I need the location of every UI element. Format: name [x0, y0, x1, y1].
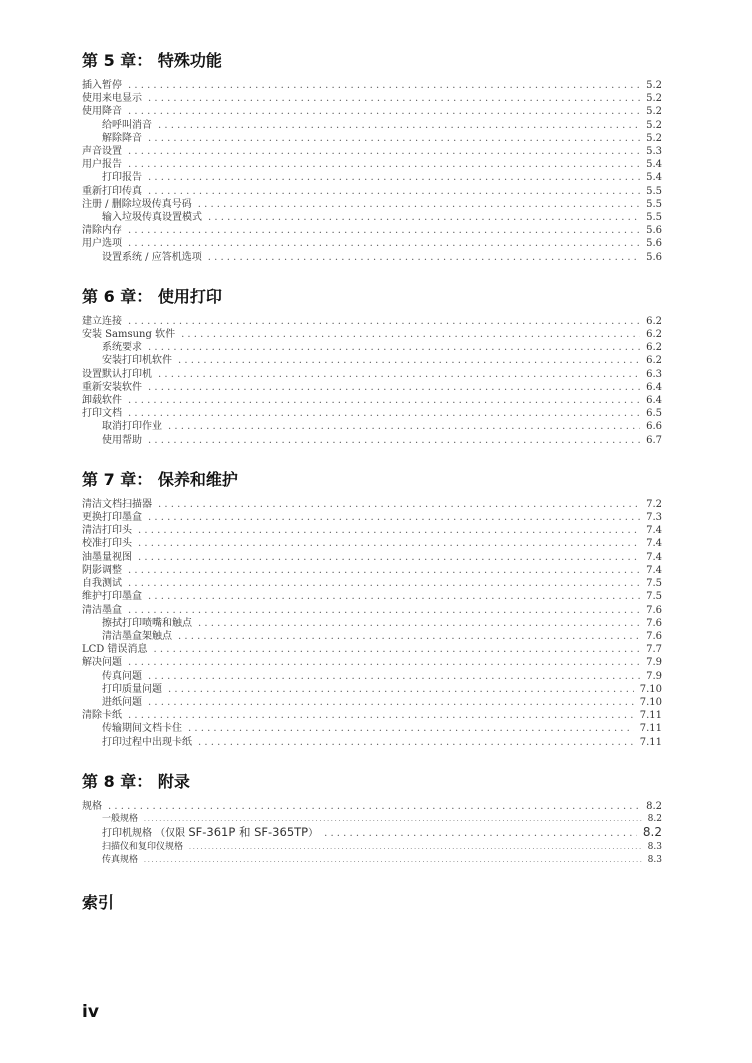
- toc-entry-title: 清除内存: [82, 225, 122, 237]
- chapter-title[interactable]: 第 6 章： 使用打印: [82, 286, 222, 306]
- dot-leader: [128, 656, 640, 669]
- dot-leader: [148, 511, 640, 524]
- toc-entry-title: 规格: [82, 800, 102, 812]
- toc-entry-title-part: 打印机规格 （仅限: [102, 828, 189, 840]
- dot-leader: [178, 630, 640, 643]
- toc-entry[interactable]: [82, 813, 662, 827]
- toc-page-number: 6.7: [646, 434, 662, 446]
- toc-entry-title: 传真规格: [102, 855, 139, 866]
- toc-page-number: 7.6: [646, 617, 662, 629]
- toc-entry-title: LCD 错误消息: [82, 644, 148, 656]
- toc-entry-title: 擦拭打印喷嘴和触点: [102, 617, 192, 629]
- toc-page-number: 7.2: [646, 498, 662, 510]
- toc-page-number: 7.6: [646, 604, 662, 616]
- toc-entry-title: 打印质量问题: [102, 683, 162, 695]
- toc-page-number: 5.5: [646, 198, 662, 210]
- toc-page-number: 8.3: [647, 855, 662, 866]
- toc-entry-title: 更换打印墨盒: [82, 512, 142, 524]
- dot-leader: [178, 354, 640, 367]
- toc-entry-model-names: SF-361P 和 SF-365TP: [188, 825, 309, 840]
- dot-leader: [128, 158, 640, 171]
- toc-entry-title: 打印报告: [102, 172, 142, 184]
- toc-page-number: 6.4: [646, 395, 662, 407]
- dot-leader: [128, 105, 640, 118]
- toc-page-number: 7.9: [646, 657, 662, 669]
- toc-entry-title: [102, 826, 324, 840]
- dot-leader: [189, 841, 642, 855]
- toc-page-number: 6.2: [646, 355, 662, 367]
- dot-leader: [168, 420, 640, 433]
- toc-entry[interactable]: [82, 696, 662, 709]
- dot-leader: [158, 368, 640, 381]
- toc-entry-title: 油墨量视图: [82, 551, 132, 563]
- chapter-title[interactable]: 第 5 章： 特殊功能: [82, 51, 222, 70]
- dot-leader: [324, 827, 637, 840]
- toc-page-number: 7.4: [646, 564, 662, 576]
- toc-entry[interactable]: [82, 511, 662, 524]
- toc-entry-title: 校准打印头: [82, 538, 132, 550]
- toc-entry[interactable]: [82, 617, 662, 630]
- toc-entry-title: 清洁打印头: [82, 525, 132, 537]
- toc-page-number: 5.4: [646, 172, 662, 184]
- toc-entry-title: 重新打印传真: [82, 185, 142, 197]
- toc-entry[interactable]: [82, 354, 662, 367]
- toc-entry[interactable]: [82, 237, 662, 250]
- toc-entry[interactable]: [82, 577, 662, 590]
- toc-entry[interactable]: [82, 145, 662, 158]
- toc-entry-title: 清除卡纸: [82, 710, 122, 722]
- toc-entry[interactable]: [82, 524, 662, 537]
- toc-entry[interactable]: [82, 368, 662, 381]
- toc-entry-title-part: ）: [308, 828, 319, 840]
- toc-entry-title: 建立连接: [82, 315, 122, 327]
- chapter-section: [82, 469, 662, 749]
- toc-entry-title: 取消打印作业: [102, 421, 162, 433]
- toc-entry-title: 清洁文档扫描器: [82, 498, 152, 510]
- toc-page-number: 7.4: [646, 551, 662, 563]
- toc-page-number: 5.2: [646, 132, 662, 144]
- toc-entry-title: 解除降音: [102, 132, 142, 144]
- dot-leader: [198, 198, 640, 211]
- toc-entry[interactable]: [82, 854, 662, 868]
- toc-entry-title: 维护打印墨盒: [82, 591, 142, 603]
- toc-page-number: 5.6: [646, 238, 662, 250]
- dot-leader: [158, 119, 640, 132]
- toc-entry[interactable]: [82, 341, 662, 354]
- dot-leader: [148, 381, 640, 394]
- toc-page-number: 5.3: [646, 146, 662, 158]
- dot-leader: [148, 92, 640, 105]
- toc-entry-title: 设置系统 / 应答机选项: [102, 251, 202, 263]
- toc-chapters: [82, 50, 662, 868]
- toc-entry[interactable]: [82, 211, 662, 224]
- toc-entry[interactable]: [82, 381, 662, 394]
- dot-leader: [138, 524, 640, 537]
- toc-entry-title: 打印文档: [82, 408, 122, 420]
- chapter-section: [82, 286, 662, 447]
- dot-leader: [128, 709, 634, 722]
- toc-page-number: 7.6: [646, 630, 662, 642]
- toc-entry-title: 进纸问题: [102, 696, 142, 708]
- dot-leader: [148, 132, 640, 145]
- toc-entry[interactable]: [82, 92, 662, 105]
- toc-entry[interactable]: [82, 407, 662, 420]
- dot-leader: [198, 736, 634, 749]
- toc-entry[interactable]: [82, 826, 662, 840]
- chapter-title[interactable]: 第 7 章： 保养和维护: [82, 469, 238, 489]
- dot-leader: [198, 617, 640, 630]
- toc-entry-title: 安装打印机软件: [102, 355, 172, 367]
- dot-leader: [108, 800, 640, 813]
- toc-entry-title: 打印过程中出现卡纸: [102, 736, 192, 748]
- dot-leader: [128, 79, 640, 92]
- toc-entry[interactable]: [82, 736, 662, 749]
- dot-leader: [208, 211, 640, 224]
- toc-entry[interactable]: [82, 394, 662, 407]
- toc-page-number: 7.5: [646, 578, 662, 590]
- dot-leader: [148, 185, 640, 198]
- toc-page-number: 7.10: [639, 696, 662, 708]
- dot-leader: [158, 498, 640, 511]
- dot-leader: [138, 537, 640, 550]
- toc-entry[interactable]: [82, 420, 662, 433]
- toc-entry[interactable]: [82, 564, 662, 577]
- dot-leader: [148, 341, 640, 354]
- toc-entry-title: 插入暂停: [82, 80, 122, 91]
- toc-page-number: 5.5: [646, 212, 662, 224]
- toc-page-number: 6.3: [646, 368, 662, 380]
- toc-page: [82, 50, 662, 913]
- dot-leader: [148, 434, 640, 447]
- toc-entry-title: 系统要求: [102, 342, 142, 354]
- toc-entry-title: 一般规格: [102, 813, 139, 824]
- dot-leader: [128, 407, 640, 420]
- toc-page-number: 8.2: [647, 813, 662, 824]
- toc-entry[interactable]: [82, 537, 662, 550]
- dot-leader: [148, 696, 634, 709]
- dot-leader: [181, 328, 640, 341]
- toc-page-number: 5.6: [646, 225, 662, 237]
- toc-entry-title: 传输期间文档卡住: [102, 723, 182, 735]
- dot-leader: [128, 315, 640, 328]
- toc-entry[interactable]: [82, 185, 662, 198]
- toc-entry[interactable]: [82, 722, 662, 735]
- toc-entry[interactable]: [82, 656, 662, 669]
- toc-entry[interactable]: [82, 328, 662, 341]
- toc-entry[interactable]: [82, 132, 662, 145]
- toc-entry-title: 设置默认打印机: [82, 368, 152, 380]
- toc-page-number: 6.6: [646, 421, 662, 433]
- dot-leader: [144, 813, 642, 827]
- dot-leader: [148, 670, 640, 683]
- toc-page-number: 7.9: [646, 670, 662, 682]
- toc-entry-title: 使用降音: [82, 106, 122, 118]
- toc-entry-title: 安装 Samsung 软件: [82, 329, 176, 341]
- toc-entry[interactable]: [82, 841, 662, 855]
- toc-entry[interactable]: [82, 79, 662, 92]
- toc-entry[interactable]: [82, 251, 662, 264]
- toc-entry-title: 重新安装软件: [82, 381, 142, 393]
- toc-entry[interactable]: [82, 498, 662, 511]
- toc-page-number: 6.2: [646, 329, 662, 341]
- toc-entry[interactable]: [82, 630, 662, 643]
- toc-entry-title: 扫描仪和复印仪规格: [102, 841, 184, 852]
- toc-entry-title: 卸载软件: [82, 395, 122, 407]
- toc-page-number: 7.4: [646, 538, 662, 550]
- toc-entry-title: 自我测试: [82, 578, 122, 590]
- toc-entry-title: 使用帮助: [102, 434, 142, 446]
- toc-entry[interactable]: [82, 604, 662, 617]
- toc-page-number: 7.4: [646, 525, 662, 537]
- toc-entry-title: 用户报告: [82, 159, 122, 171]
- toc-page-number: 7.3: [646, 512, 662, 524]
- dot-leader: [128, 564, 640, 577]
- toc-page-number: 7.11: [639, 723, 662, 735]
- dot-leader: [148, 171, 640, 184]
- dot-leader: [168, 683, 634, 696]
- dot-leader: [128, 224, 640, 237]
- toc-entry[interactable]: [82, 171, 662, 184]
- toc-page-number: 6.2: [646, 342, 662, 354]
- toc-entry[interactable]: [82, 643, 662, 656]
- dot-leader: [154, 643, 641, 656]
- toc-page-number: 6.2: [646, 315, 662, 327]
- toc-entry-title: 注册 / 删除垃圾传真号码: [82, 198, 192, 210]
- toc-entry[interactable]: [82, 105, 662, 118]
- toc-entry-title: 用户选项: [82, 238, 122, 250]
- dot-leader: [128, 145, 640, 158]
- toc-page-number: 8.2: [646, 800, 662, 812]
- index-heading[interactable]: 索引: [82, 892, 115, 912]
- dot-leader: [188, 722, 634, 735]
- toc-entry[interactable]: [82, 590, 662, 603]
- toc-page-number: 7.11: [639, 710, 662, 722]
- toc-entry-title: 清洁墨盒架触点: [102, 630, 172, 642]
- toc-page-number: 7.7: [646, 644, 662, 656]
- toc-entry[interactable]: [82, 315, 662, 328]
- toc-entry[interactable]: [82, 158, 662, 171]
- toc-entry-title: 清洁墨盒: [82, 604, 122, 616]
- dot-leader: [208, 251, 640, 264]
- toc-entry-title: 声音设置: [82, 146, 122, 158]
- toc-entry[interactable]: [82, 670, 662, 683]
- toc-entry-title: 使用来电显示: [82, 93, 142, 105]
- toc-entry[interactable]: [82, 683, 662, 696]
- chapter-section: [82, 50, 662, 264]
- toc-entry-title: 给呼叫消音: [102, 119, 152, 131]
- toc-entry-title: 解决问题: [82, 657, 122, 669]
- toc-page-number: 5.5: [646, 185, 662, 197]
- page-number: iv: [82, 1002, 99, 1022]
- dot-leader: [128, 237, 640, 250]
- toc-entry-title: 阴影调整: [82, 564, 122, 576]
- toc-entry[interactable]: [82, 709, 662, 722]
- dot-leader: [128, 577, 640, 590]
- toc-page-number: 5.6: [646, 251, 662, 263]
- toc-page-number: 5.2: [646, 119, 662, 131]
- dot-leader: [138, 551, 640, 564]
- toc-page-number: 8.3: [647, 841, 662, 852]
- toc-page-number: 6.4: [646, 381, 662, 393]
- toc-entry[interactable]: [82, 198, 662, 211]
- dot-leader: [128, 604, 640, 617]
- toc-entry-title: 传真问题: [102, 670, 142, 682]
- dot-leader: [144, 854, 642, 868]
- dot-leader: [128, 394, 640, 407]
- toc-entry[interactable]: [82, 119, 662, 132]
- toc-page-number: 5.2: [646, 93, 662, 105]
- toc-page-number: 6.5: [646, 408, 662, 420]
- toc-entry[interactable]: [82, 224, 662, 237]
- toc-page-number: 7.10: [639, 683, 662, 695]
- toc-page-number: 7.5: [646, 591, 662, 603]
- toc-page-number: 5.2: [646, 106, 662, 118]
- chapter-title[interactable]: 第 8 章： 附录: [82, 771, 190, 791]
- chapter-section: [82, 771, 662, 868]
- toc-entry[interactable]: [82, 434, 662, 447]
- toc-page-number: 8.2: [642, 825, 662, 840]
- dot-leader: [148, 590, 640, 603]
- toc-entry-title: 输入垃圾传真设置模式: [102, 212, 202, 224]
- toc-page-number: 5.4: [646, 159, 662, 171]
- toc-page-number: 5.2: [646, 80, 662, 91]
- toc-entry[interactable]: [82, 800, 662, 813]
- toc-entry[interactable]: [82, 551, 662, 564]
- toc-page-number: 7.11: [639, 736, 662, 748]
